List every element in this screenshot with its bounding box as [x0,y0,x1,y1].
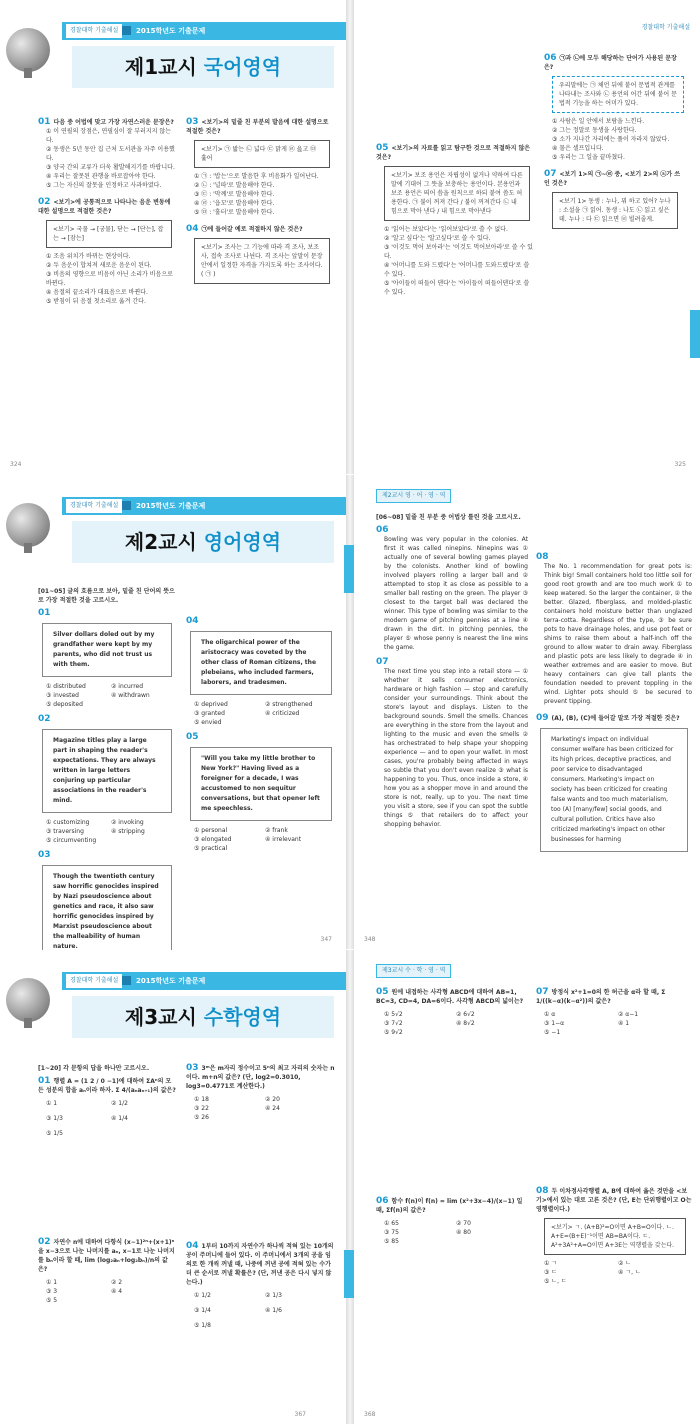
question-01: 01 행렬 A = (1 2 / 0 −1)에 대하여 ΣAⁿ의 모든 성분의 합을 aₙ이라 하자. Σ 4/(aₙaₙ₊₁)의 값은? ① 1 ② 1/2 ③ 1/3 ④ 1/4 ⑤ 1/5 [38,1076,176,1137]
question-01: 01 Silver dollars doled out by my grandfather were kept by my parents, who did not trust us with them. ① distributed ② incurred ③ invested ④ withdrawn ⑤ deposited [38,609,176,709]
header-tag: 경찰대학 기출해설 [66,974,122,988]
column-left [376,513,528,829]
question-07: 07 <보기 1>의 ㉠~㉣ 중, <보기 2>의 ⓐ가 쓰인 것은? <보기 1> 동생 : 누나, 뭐 하고 있어? 누나 : 소설을 ㉠ 읽어. 동생 : 나도 ㉡ 읽고 싶은데. 누나 : 다 ㉢ 읽으면 ㉣ 빌려줄게. [544,170,684,229]
question-07: 07 방정식 x²+1=0의 한 허근을 α라 할 때, Σ 1/((k−α)(k−α²))의 값은? ① α ② α−1 ③ 1−α ④ 1 ⑤ −1 [536,987,666,1036]
question-09: 09 (A), (B), (C)에 들어갈 말로 가장 적절한 것은? Marketing's impact on individual consumer welfare has been criticized for its high prices, deceptive practices, and poor service to disadvantaged consumers. Marketing's impact on society has been criticized for creating false wants and too much materialism, too (A) [many/few] social goods, and cultural pollution. Critics have also criticized marketing's impact on other businesses for harming [536,714,692,852]
question-04: 04 ㉠에 들어갈 예로 적절하지 않은 것은? <보기> 조사는 그 기능에 따라 격 조사, 보조사, 접속 조사로 나뉜다. 격 조사는 앞말이 문장 안에서 일정한 자격을 가지도록 하는 조사이다. ( ㉠ ) [186,225,336,284]
section-tag: 제2교시 영 · 어 · 영 · 역 [376,489,451,503]
page-348 [354,475,700,949]
header-marker [122,26,131,35]
side-tab [344,1250,354,1298]
page-number: 348 [364,936,376,943]
side-tab [690,310,700,358]
page-number: 368 [364,1411,376,1418]
header-year: 2015학년도 기출문제 [136,27,206,35]
instructions: [06~08] 밑줄 친 부분 중 어법상 틀린 것을 고르시오. [376,514,521,521]
column-left [376,58,536,297]
globe-icon [6,978,50,1022]
gutter [346,0,354,474]
column-left [38,587,176,991]
column-right [536,988,692,1286]
question-05: 05 "Will you take my little brother to New York?" Having lived as a foreigner for a decade, I was accustomed to non sequitur conversations, but that opener left me speechless. ① personal ② frank ③ elongated ④ irrelevant ⑤ practical [186,733,336,853]
question-08: 08 두 이차정사각행렬 A, B에 대하여 옳은 것만을 <보기>에서 있는 대로 고른 것은? (단, E는 단위행렬이고 O는 영행렬이다.) <보기> ㄱ. (A+B)²=O이면 A+B=O이다. ㄴ. A+E=(B+E)⁻¹이면 AB=BA이다. ㄷ. A²+3A²+A=O이면 A+3E는 역행렬을 갖는다. ① ㄱ ② ㄴ ③ ㄷ ④ ㄱ, ㄴ ⑤ ㄴ, ㄷ [536,1186,692,1285]
question-04: 04 The oligarchical power of the aristocracy was coveted by the other class of Roman citizens, the plebeians, who included farmers, laborers, and tradesmen. ① deprived ② strengthened ③ granted ④ criticized ⑤ envied [186,617,336,727]
title-subject: 수학영역 [203,1005,282,1029]
column-right [186,118,336,288]
page-number: 325 [674,461,686,468]
spread-korean [0,0,700,474]
header-tag: 경찰대학 기출해설 [66,499,122,513]
header-tag: 경찰대학 기출해설 [66,24,122,38]
page-number: 324 [10,461,22,468]
question-02: 02 <보기>에 공통적으로 나타나는 음운 변동에 대한 설명으로 적절한 것은? <보기> 국물 → [궁물], 닫는 → [단는], 잡는 → [잠는] ① 조음 위치가 바뀌는 현상이다. ② 두 음운이 합쳐져 새로운 음운이 된다. ③ 비음의 영향으로 비음이 아닌 소리가 비음으로 바뀐다. ④ 음절의 끝소리가 대표음으로 바뀐다. ⑤ 받침이 뒤 음절 첫소리로 옮겨 간다. [38,197,173,305]
header-marker [122,501,131,510]
page-number: 367 [294,1411,306,1418]
page-368 [354,950,700,1424]
question-08: 08 The No. 1 recommendation for great pots is: Think big! Small containers hold too little soil for good root growth and are too much work ① to keep watered. So the larger the container, ② the better. Glazed, fiberglass, and molded-plastic containers hold moisture better than unglazed terra-cotta. Regardless of the type, ③ be sure pots to have drainage holes, and use pot feet or shims to raise them about a half-inch off the ground to allow water to drain away. Fiberglass and plastic pots are less likely to degrade ④ in weather extremes and are easier to move. But heavy containers can give tall plants the foundation needed to prevent toppling in the wind. Lighter pots should ⑤ be secured to prevent tipping. [536,552,692,705]
column-left [38,118,178,306]
section-tag: 제3교시 수 · 학 · 영 · 역 [376,964,451,978]
column-left [376,988,528,1246]
page-367 [0,950,346,1424]
question-02: 02 Magazine titles play a large part in shaping the reader's expectations. They are always written in large letters conjuring up particular associations in the reader's mind. ① customizing ② invoking ③ traversing ④ stripping ⑤ circumventing [38,715,176,845]
section-title [72,996,334,1038]
instructions: [01~05] 글의 흐름으로 보아, 밑줄 친 단어의 뜻으로 가장 적절한 것을 고르시오. [38,588,175,604]
header-year: 2015학년도 기출문제 [136,977,206,985]
header-year: 2015학년도 기출문제 [136,502,206,510]
column-right [186,587,336,853]
question-02: 02 자연수 n에 대하여 다항식 (x−1)²ⁿ+(x+1)ⁿ을 x−3으로 나눈 나머지를 aₙ, x−1로 나눈 나머지를 bₙ이라 할 때, lim (log₂aₙ+log₂bₙ)/n의 값은? ① 1 ② 2 ③ 3 ④ 4 ⑤ 5 [38,1237,175,1304]
header-marker [122,976,131,985]
question-03: 03 Though the twentieth century saw horrific genocides inspired by Nazi pseudoscience about genetics and race, it also saw horrific genocides inspired by Marxist pseudoscience about the malleability of human nature. [38,851,176,991]
side-tab [344,545,354,593]
page-324 [0,0,346,474]
question-06: 06 ㉠과 ㉡에 모두 해당하는 단어가 사용된 문장은? 우리말에는 ㉠ 체언 뒤에 붙어 문법적 관계를 나타내는 조사와 ㉡ 용언의 어간 뒤에 붙어 문법적 기능을 하는 어미가 있다. ① 사람은 일 안에서 보람을 느낀다. ② 그는 정말로 동생을 사랑한다. ③ 소가 지나간 자리에는 풀이 자라지 않았다. ④ 물은 셀프입니다. ⑤ 우리는 그 일을 끝마쳤다. [544,54,684,162]
question-04: 04 1부터 10까지 자연수가 하나씩 적혀 있는 10개의 공이 주머니에 들어 있다. 이 주머니에서 3개의 공을 임의로 한 개씩 꺼낼 때, 나중에 꺼낸 공에 적혀 있는 수가 더 큰 순서로 꺼낼 확률은? (단, 꺼낸 공은 다시 넣지 않는다.) ① 1/2 ② 1/3 ③ 1/4 ④ 1/6 ⑤ 1/8 [186,1241,334,1329]
column-right [536,513,692,857]
page-347 [0,475,346,949]
title-prefix: 제1교시 [124,55,197,79]
question-05: 05 <보기>의 자료를 읽고 탐구한 것으로 적절하지 않은 것은? <보기> 보조 용언은 자립성이 없거나 약하여 다른 말에 기대어 그 뜻을 보충하는 용언이다. 본용언과 보조 용언은 띄어 씀을 원칙으로 하되 붙여 씀도 허용한다. ㉠ 불이 꺼져 간다 / 불이 꺼져간다 ㉡ 내 힘으로 막아 낸다 / 내 힘으로 막아낸다 ① '읽어는 보았다'는 '읽어보았다'로 쓸 수 없다. ② '알고 싶다'는 '알고싶다'로 쓸 수 있다. ③ '이것도 먹어 보아라'는 '이것도 먹어보아라'로 쓸 수 있다. ④ '어머니를 도와 드렸다'는 '어머니를 도와드렸다'로 쓸 수 있다. ⑤ '아이들이 떠들어 댄다'는 '아이들이 떠들어댄다'로 쓸 수 있다. [376,143,533,296]
question-05: 05 원에 내접하는 사각형 ABCD에 대하여 AB=1, BC=3, CD=4, DA=6이다. 사각형 ABCD의 넓이는? ① 5√2 ② 6√2 ③ 7√2 ④ 8√2 ⑤ 9√2 [376,987,524,1036]
page-325 [354,0,700,474]
instructions: [1~20] 각 문항의 답을 하나만 고르시오. [38,1065,150,1072]
spread-math [0,950,700,1424]
column-right [544,54,684,233]
title-subject: 영어영역 [203,530,282,554]
globe-icon [6,28,50,72]
spread-english [0,475,700,949]
question-06: 06 Bowling was very popular in the colonies. At first it was called ninepins. Ninepins was ① actually one of several bowling games played by the colonists. Another kind of bowling involved players rolling a larger ball and ② attempted to stop it as close as possible to a smaller ball resting on the green. The player ③ closest to the target ball was declared the winner. This type of bowling was similar to the modern game of pitching pennies at a line ④ drawn in the dirt. In pitching pennies, the player ⑤ whose penny is nearest the line wins the game. [376,525,528,651]
section-title [72,521,334,563]
column-right [186,1064,336,1330]
title-subject: 국어영역 [203,55,282,79]
gutter [346,950,354,1424]
title-prefix: 제3교시 [124,1005,197,1029]
right-header: 경찰대학 기출해설 [641,24,690,31]
question-01: 01 다음 중 어법에 맞고 가장 자연스러운 문장은? ① 이 연필의 장점은, 연필심이 잘 부러지지 않는다. ② 동생은 5년 동안 집 근처 도서관을 자주 이용했다. ③ 양국 간의 교류가 더욱 활발해지기를 바랍니다. ④ 우리는 잘못된 관행을 바로잡아야 한다. ⑤ 그는 자신의 잘못을 인정하고 사과하였다. [38,117,175,189]
question-03: 03 <보기>의 밑줄 친 부분의 발음에 대한 설명으로 적절한 것은? <보기> ㉠ 밟는 ㉡ 넓다 ㉢ 맑게 ㉣ 읊고 ㉤ 훑어 ① ㉠ : '밥는'으로 발음한 후 비음화가 일어난다. ② ㉡ : '널따'로 발음해야 한다. ③ ㉢ : '막께'로 발음해야 한다. ④ ㉣ : '읍꼬'로 발음해야 한다. ⑤ ㉤ : '훌터'로 발음해야 한다. [186,117,329,216]
title-prefix: 제2교시 [124,530,197,554]
column-left [38,1064,176,1305]
globe-icon [6,503,50,547]
page-number: 347 [320,936,332,943]
question-06: 06 함수 f(n)이 f(n) = lim (x²+3x−4)/(x−1) 일 때, Σf(n)의 값은? ① 65 ② 70 ③ 75 ④ 80 ⑤ 85 [376,1196,523,1245]
question-07: 07 The next time you step into a retail store — ① whether it sells consumer electronics, hardware or high fashion — stop and carefully consider your surroundings. Think about the store's layout and displays. Listen to the background sounds. Smell the smells. Chances are everything in the store from the layout and lighting to the music and even the smells ② has orchestrated to help shape your shopping experience — and to open your wallet. In most cases, you're probably being affected in ways so subtle that you don't even realize ③ what is happening to you. Thus, once inside a store, ④ how you as a shopper move in and around the store is not, really, up to you. The next time you visit a store, see if you can spot the subtle things ⑤ that retailers do to affect your shopping behavior. [376,657,528,828]
section-title [72,46,334,88]
question-03: 03 3ᵐ은 m자리 정수이고 5ⁿ의 최고 자리의 숫자는 n이다. m+n의 값은? (단, log2=0.3010, log3=0.4771로 계산한다.) ① 18 ② 20 ③ 22 ④ 24 ⑤ 26 [186,1063,335,1121]
